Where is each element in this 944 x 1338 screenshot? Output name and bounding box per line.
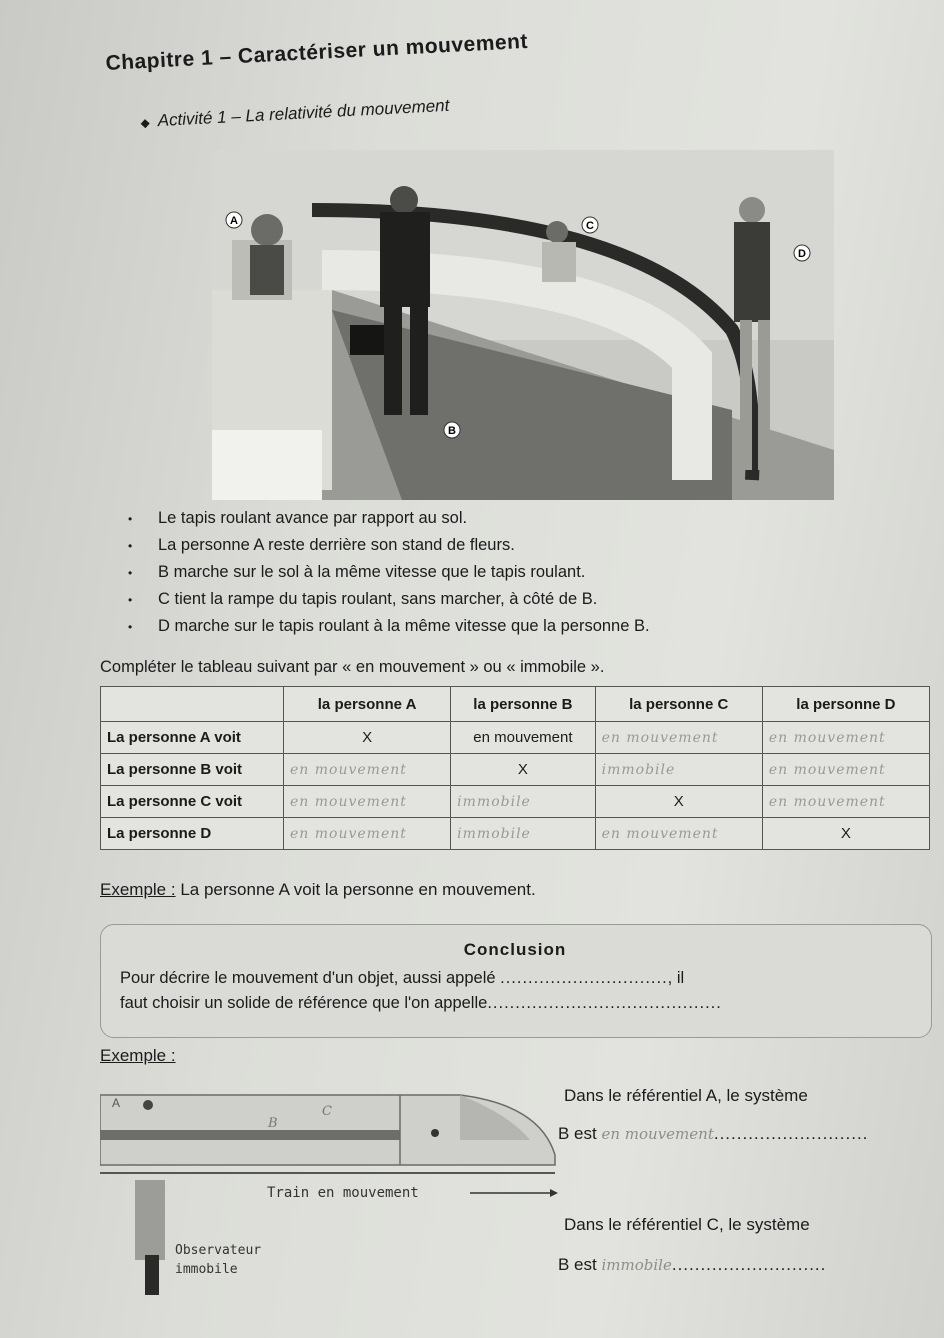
reference-a-answer: B est en mouvement........................... bbox=[558, 1124, 869, 1143]
table-header-cell: la personne C bbox=[595, 687, 762, 722]
list-item: • D marche sur le tapis roulant à la même vitesse que la personne B. bbox=[128, 617, 650, 635]
mark-b: B bbox=[268, 1116, 278, 1131]
answer-blank[interactable]: immobile bbox=[601, 1256, 672, 1274]
list-item: • C tient la rampe du tapis roulant, sans marcher, à côté de B. bbox=[128, 590, 598, 608]
chapter-title: Chapitre 1 – Caractériser un mouvement bbox=[105, 29, 529, 75]
activity-title bbox=[140, 96, 450, 132]
answer-cell[interactable]: immobile bbox=[595, 754, 762, 786]
row-label: La personne B voit bbox=[101, 754, 284, 786]
table-header-cell: la personne B bbox=[451, 687, 595, 722]
motion-table bbox=[100, 686, 930, 850]
label-a: A bbox=[230, 215, 238, 227]
example-label: Exemple : bbox=[100, 880, 176, 899]
bullet-icon: • bbox=[128, 565, 133, 580]
statements-list bbox=[128, 505, 918, 640]
answer-blank[interactable]: en mouvement bbox=[601, 1125, 714, 1143]
conclusion-text bbox=[120, 966, 920, 1016]
answer-cell[interactable]: en mouvement bbox=[762, 786, 929, 818]
example-2-label: Exemple : bbox=[100, 1046, 176, 1065]
answer-blank[interactable]: .......................................... bbox=[487, 994, 722, 1012]
table-row bbox=[101, 786, 930, 818]
diamond-bullet-icon: ◆ bbox=[140, 115, 151, 130]
list-item: • B marche sur le sol à la même vitesse que le tapis roulant. bbox=[128, 563, 586, 581]
table-cell: X bbox=[284, 722, 451, 754]
mark-c: C bbox=[322, 1104, 332, 1119]
label-d: D bbox=[798, 248, 806, 260]
answer-cell[interactable]: immobile bbox=[451, 786, 595, 818]
table-row bbox=[101, 818, 930, 850]
table-row bbox=[101, 754, 930, 786]
conclusion-line-2: faut choisir un solide de référence que l'on appelle.......................................... bbox=[120, 994, 722, 1012]
row-label: La personne A voit bbox=[101, 722, 284, 754]
table-header-cell bbox=[101, 687, 284, 722]
bullet-icon: • bbox=[128, 619, 133, 634]
answer-cell[interactable]: en mouvement bbox=[284, 754, 451, 786]
activity-title-text: Activité 1 – La relativité du mouvement bbox=[157, 95, 450, 131]
answer-cell[interactable]: en mouvement bbox=[284, 786, 451, 818]
conclusion-line-1: Pour décrire le mouvement d'un objet, aussi appelé .............................., il bbox=[120, 969, 685, 987]
observer-label: Observateur bbox=[175, 1243, 262, 1258]
mark-a: A bbox=[112, 1096, 121, 1110]
table-header-cell: la personne A bbox=[284, 687, 451, 722]
label-b: B bbox=[448, 425, 456, 437]
instruction-text: Compléter le tableau suivant par « en mouvement » ou « immobile ». bbox=[100, 658, 605, 676]
bullet-icon: • bbox=[128, 592, 133, 607]
table-cell: en mouvement bbox=[451, 722, 595, 754]
answer-cell[interactable]: en mouvement bbox=[284, 818, 451, 850]
row-label: La personne D bbox=[101, 818, 284, 850]
bullet-icon: • bbox=[128, 538, 133, 553]
reference-a-text: Dans le référentiel A, le système bbox=[564, 1086, 808, 1105]
table-header-cell: la personne D bbox=[762, 687, 929, 722]
answer-cell[interactable]: en mouvement bbox=[595, 818, 762, 850]
observer-label-2: immobile bbox=[175, 1262, 238, 1277]
reference-c-text: Dans le référentiel C, le système bbox=[564, 1215, 810, 1234]
label-c: C bbox=[586, 220, 594, 232]
answer-cell[interactable]: immobile bbox=[451, 818, 595, 850]
table-cell: X bbox=[762, 818, 929, 850]
table-cell: X bbox=[451, 754, 595, 786]
answer-blank[interactable]: .............................. bbox=[500, 969, 668, 987]
list-item: • Le tapis roulant avance par rapport au sol. bbox=[128, 509, 468, 527]
bullet-icon: • bbox=[128, 511, 133, 526]
train-diagram bbox=[100, 1085, 560, 1295]
list-item: • La personne A reste derrière son stand de fleurs. bbox=[128, 536, 515, 554]
table-row bbox=[101, 722, 930, 754]
example-text: La personne A voit la personne en mouvement. bbox=[180, 880, 536, 899]
moving-walkway-illustration bbox=[212, 150, 834, 500]
example-sentence bbox=[100, 880, 536, 900]
answer-cell[interactable]: en mouvement bbox=[595, 722, 762, 754]
table-header-row bbox=[101, 687, 930, 722]
answer-cell[interactable]: en mouvement bbox=[762, 754, 929, 786]
table-cell: X bbox=[595, 786, 762, 818]
conclusion-title: Conclusion bbox=[463, 940, 567, 959]
answer-cell[interactable]: en mouvement bbox=[762, 722, 929, 754]
reference-c-answer: B est immobile........................... bbox=[558, 1255, 827, 1274]
train-label: Train en mouvement bbox=[267, 1185, 419, 1201]
row-label: La personne C voit bbox=[101, 786, 284, 818]
